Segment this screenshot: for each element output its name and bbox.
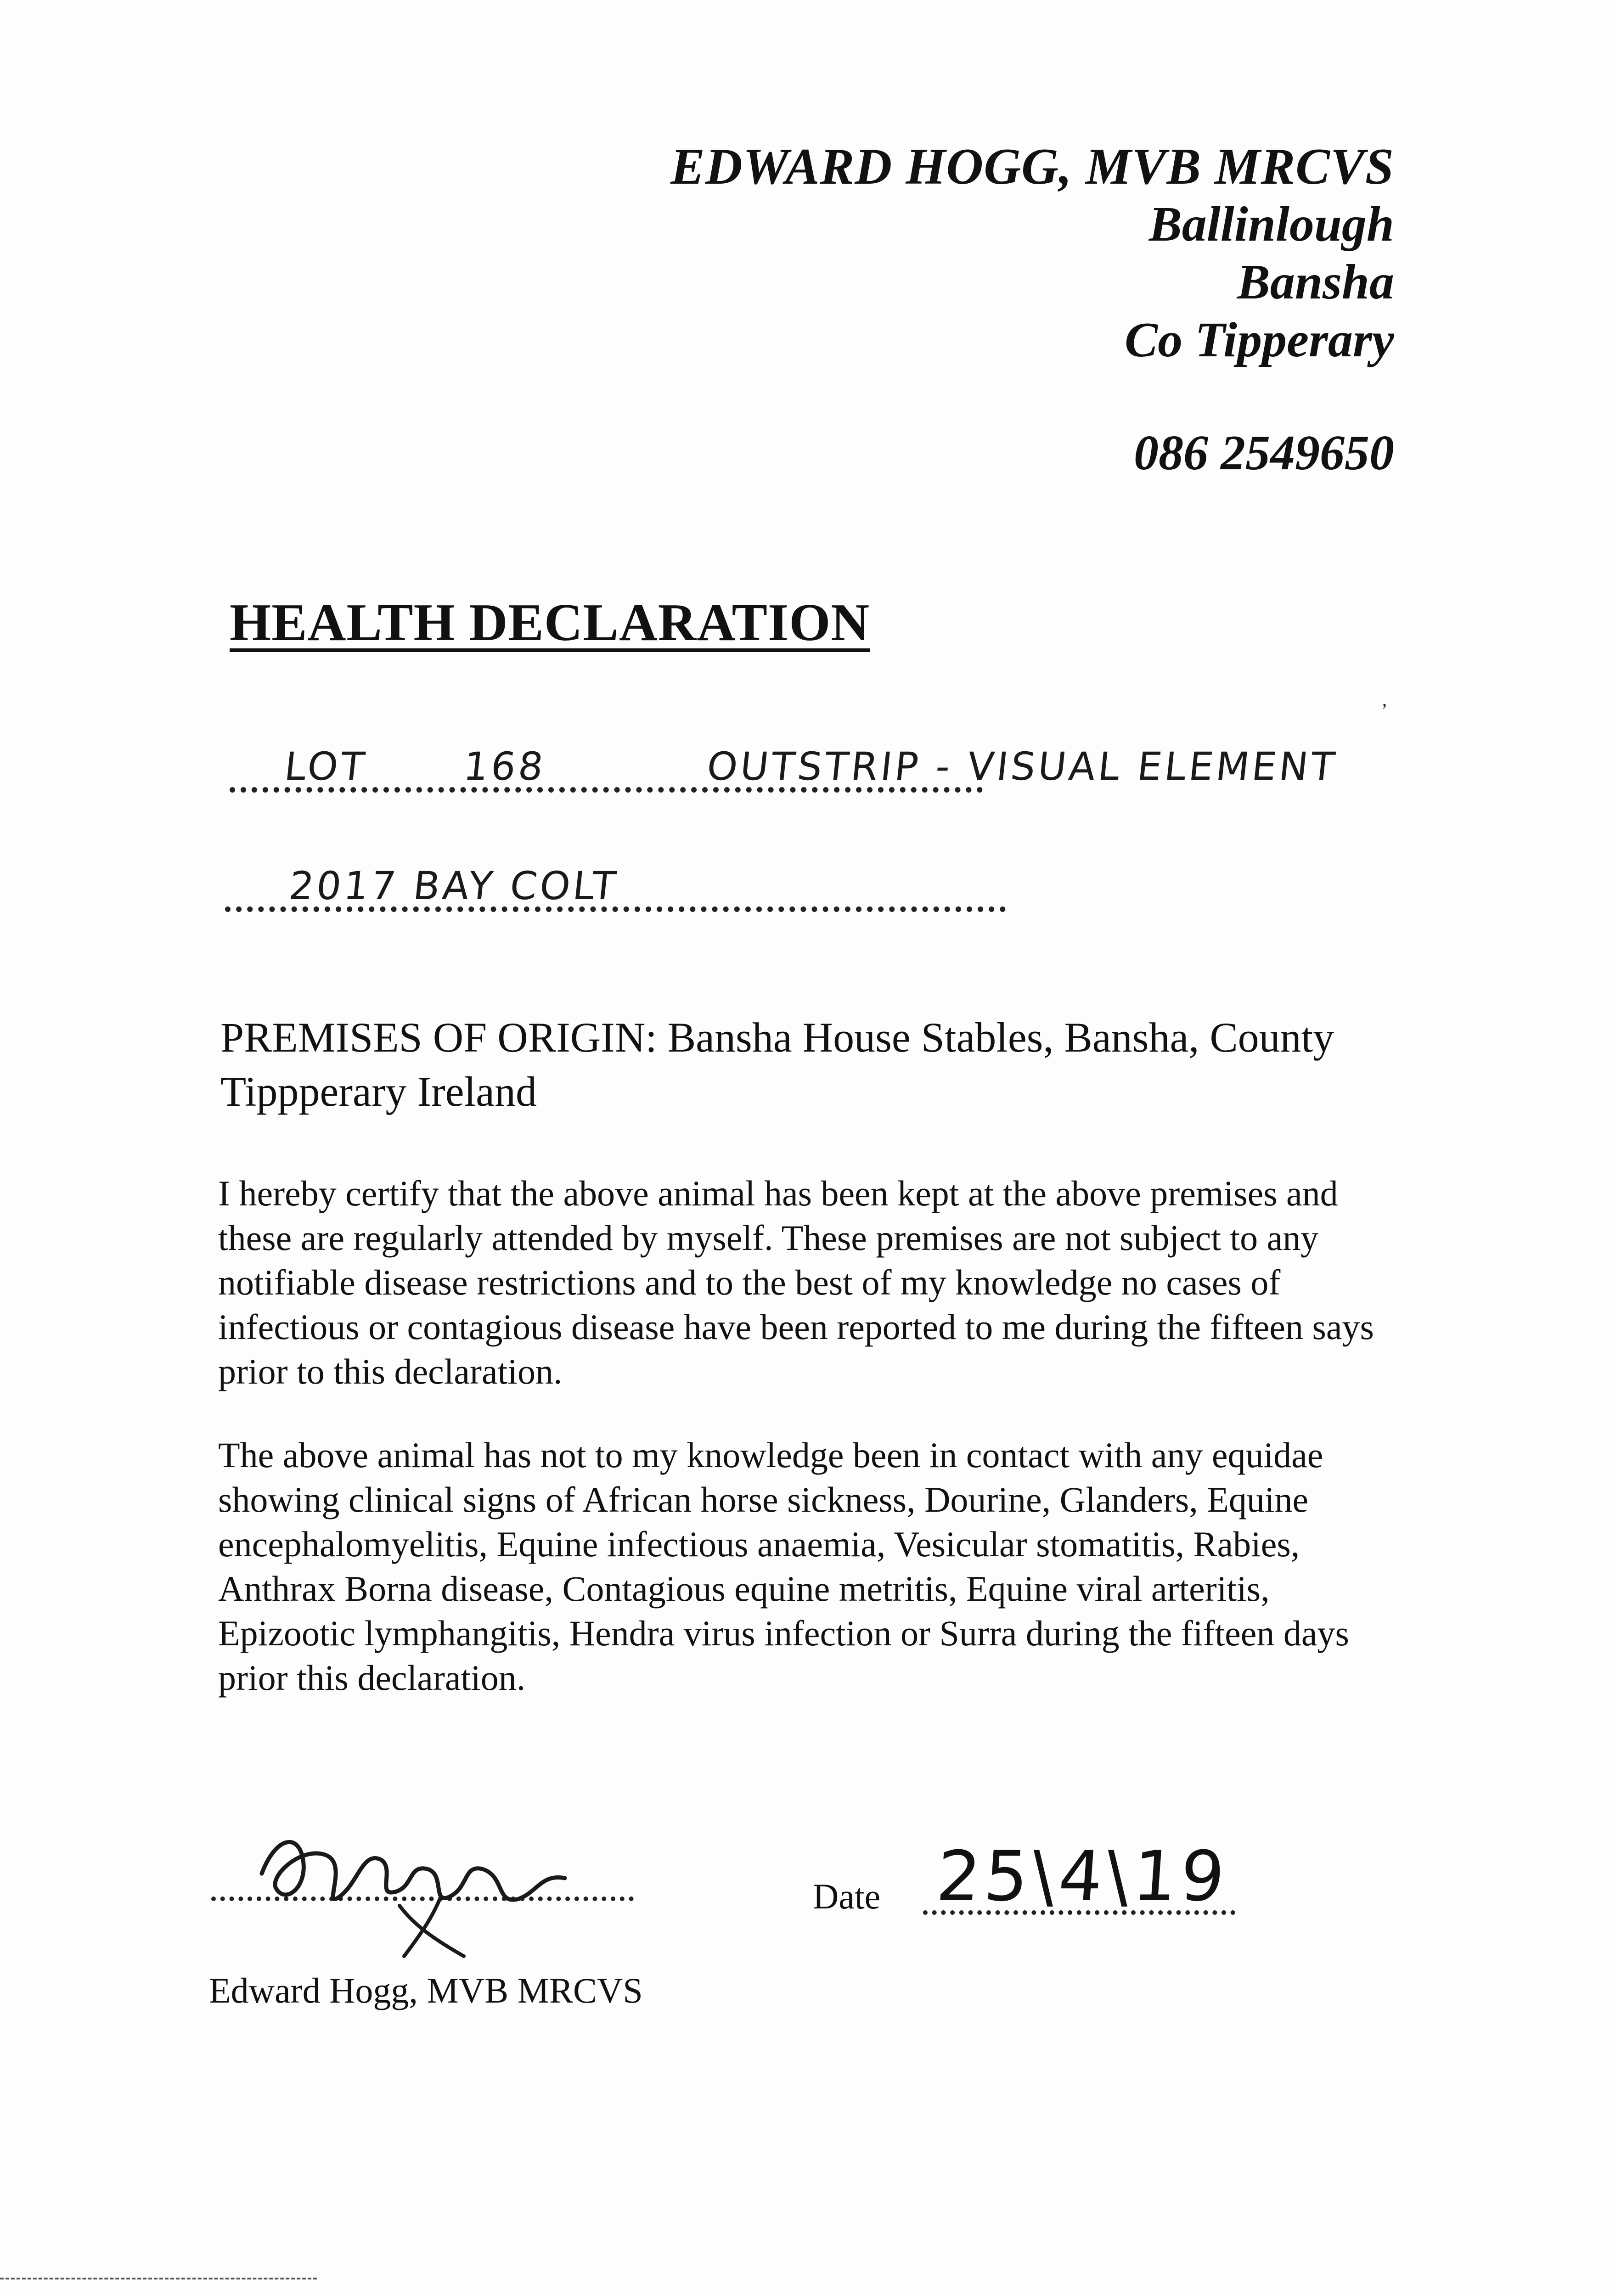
- signatory-name: Edward Hogg, MVB MRCVS: [209, 1970, 643, 2010]
- date-label: Date: [813, 1876, 881, 1916]
- address-line-1: Ballinlough: [1148, 197, 1394, 252]
- lot-label: LOT: [282, 744, 370, 789]
- stray-mark: ,: [1382, 689, 1387, 710]
- lot-description: OUTSTRIP - VISUAL ELEMENT: [704, 744, 1340, 789]
- bottom-rule: [0, 2278, 317, 2279]
- vet-name: EDWARD HOGG, MVB MRCVS: [670, 138, 1394, 195]
- animal-details-line: [225, 863, 1015, 918]
- animal-details: 2017 BAY COLT: [287, 863, 621, 908]
- premises-of-origin: PREMISES OF ORIGIN: Bansha House Stables, Bansha, County Tippperary Ireland: [220, 1014, 1334, 1115]
- letterhead: [670, 138, 1394, 482]
- date-value: 25\4\19: [934, 1837, 1231, 1917]
- lot-number: 168: [461, 744, 548, 789]
- certification-paragraph: I hereby certify that the above animal has been kept at the above premises and these are regularly attended by myself. These premises are not subject to any notifiable disease restrictions and to the best of my knowledge no cases of infectious or contagious disease have been reported to me during the fifteen says prior to this declaration.: [218, 1173, 1374, 1391]
- handwritten-signature: [248, 1818, 579, 1965]
- document-title: HEALTH DECLARATION: [230, 593, 870, 652]
- phone-number: 086 2549650: [1134, 426, 1394, 480]
- lot-line: [230, 744, 1368, 799]
- address-line-3: Co Tipperary: [1125, 313, 1394, 367]
- address-line-2: Bansha: [1237, 255, 1394, 310]
- disease-contact-paragraph: The above animal has not to my knowledge been in contact with any equidae showing clinical signs of African horse sickness, Dourine, Glanders, Equine encephalomyelitis, Equine infectious anaemia, Vesicular stomatitis, Rabies, Anthrax Borna disease, Contagious equine metritis, Equine viral arteritis, Epizootic lymphangitis, Hendra virus infection or Surra during the fifteen days prior this declaration.: [218, 1435, 1349, 1698]
